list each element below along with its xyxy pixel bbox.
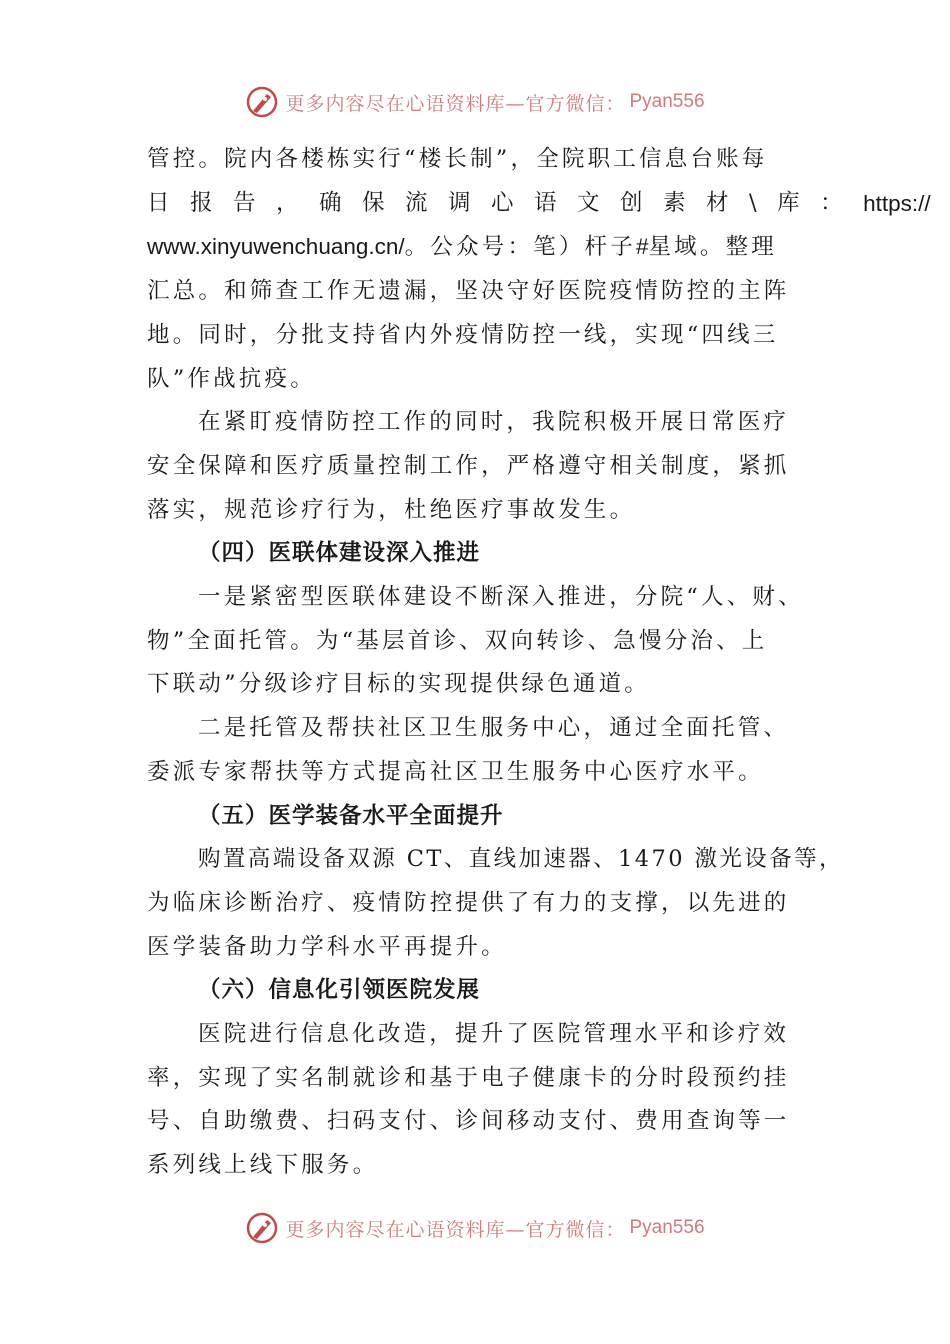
text-line: 率，实现了实名制就诊和基于电子健康卡的分时段预约挂 [147,1064,790,1091]
text-segment: 星域。整理 [648,234,777,261]
paragraph-epidemic-control [147,138,931,401]
text-line: 下联动”分级诊疗目标的实现提供绿色通道。 [147,671,651,698]
paragraph-informatization [147,1013,807,1188]
text-line: 委派专家帮扶等方式提高社区卫生服务中心医疗水平。 [147,758,764,785]
footer-banner [0,1208,950,1248]
text-line: 地。同时，分批支持省内外疫情防控一线，实现“四线三 [147,321,779,348]
url-text: www.xinyuwenchuang.cn/ [147,234,405,260]
text-line: 购置高端设备双源 CT、直线加速器、1470 激光设备等， [198,846,844,873]
header-banner [0,82,950,122]
text-line: 为临床诊断治疗、疫情防控提供了有力的支撑，以先进的 [147,889,790,916]
footer-banner-text: 更多内容尽在心语资料库—官方微信： [285,1218,626,1241]
footer-banner-handle: Pyan556 [629,1217,705,1238]
text-line: 管控。院内各楼栋实行“楼长制”，全院职工信息台账每 [147,146,768,172]
section-heading-4: （四）医联体建设深入推进 [198,540,481,567]
text-line: 医学装备助力学科水平再提升。 [147,933,507,960]
text-line: 队”作战抗疫。 [147,365,316,392]
section-heading-5: （五）医学装备水平全面提升 [198,802,504,829]
text-segment: 。公众号：笔）杆子 [404,234,636,261]
header-banner-text: 更多内容尽在心语资料库—官方微信： [285,92,626,115]
text-line: 一是紧密型医联体建设不断深入推进，分院“人、财、 [198,584,804,611]
text-line: 系列线上线下服务。 [147,1152,379,1179]
hash-symbol: # [635,234,649,260]
text-line: 安全保障和医疗质量控制工作，严格遵守相关制度，紧抓 [147,452,790,479]
text-segment: 日报告，确保流调心语文创素材\库： [147,189,864,216]
text-line: 落实，规范诊疗行为，杜绝医疗事故发生。 [147,496,636,523]
url-fragment: https:// [863,190,931,216]
paragraph-community-support [147,707,807,794]
section-heading-6: （六）信息化引领医院发展 [198,977,481,1004]
text-line: 在紧盯疫情防控工作的同时，我院积极开展日常医疗 [198,409,790,436]
text-line: 物”全面托管。为“基层首诊、双向转诊、急慢分治、上 [147,627,768,654]
text-line: 医院进行信息化改造，提升了医院管理水平和诊疗效 [198,1021,790,1048]
text-line [147,182,931,226]
paragraph-medical-safety [147,401,807,532]
text-line [147,225,807,270]
text-line: 号、自助缴费、扫码支付、诊间移动支付、费用查询等一 [147,1108,790,1135]
paragraph-medical-alliance [147,576,807,707]
text-line: 汇总。和筛查工作无遗漏，坚决守好医院疫情防控的主阵 [147,278,790,305]
header-banner-handle: Pyan556 [629,91,705,112]
document-body [147,138,931,1188]
paragraph-equipment [147,838,844,969]
text-line: 二是托管及帮扶社区卫生服务中心，通过全面托管、 [198,715,790,742]
pen-nib-circle-icon [245,85,279,119]
pen-nib-circle-icon [245,1211,279,1245]
